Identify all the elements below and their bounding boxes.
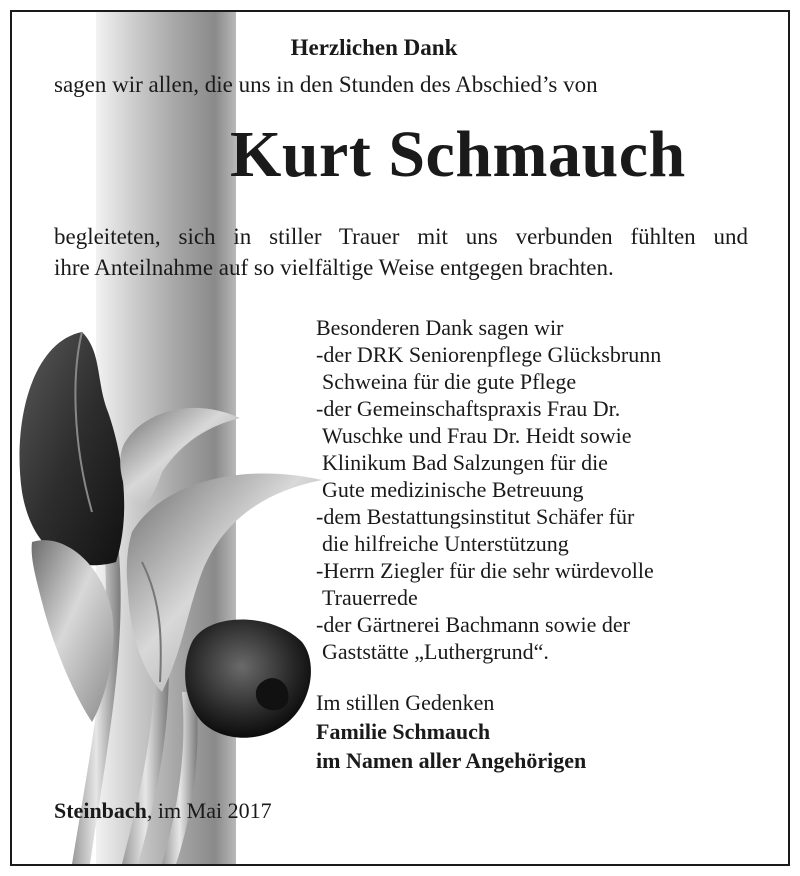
list-item: Gaststätte „Luthergrund“. [322, 639, 549, 664]
thanks-paragraph [54, 221, 748, 283]
list-item: -Herrn Ziegler für die sehr würdevolle [316, 558, 654, 583]
list-item: -der DRK Seniorenpflege Glücksbrunn [316, 342, 662, 367]
date: , im Mai 2017 [146, 798, 272, 823]
list-item: -dem Bestattungsinstitut Schäfer für [316, 504, 635, 529]
list-item: die hilfreiche Unterstützung [322, 531, 569, 556]
list-item: Trauerrede [322, 585, 418, 610]
place-date [54, 798, 272, 824]
list-item: Klinikum Bad Salzungen für die [322, 450, 608, 475]
obituary-card [10, 10, 790, 866]
special-thanks-list [316, 314, 661, 665]
family-line: Familie Schmauch [316, 719, 491, 744]
list-item: -der Gemeinschaftspraxis Frau Dr. [316, 396, 621, 421]
closing-block [316, 688, 586, 775]
deceased-name: Kurt Schmauch [230, 118, 686, 191]
list-item: -der Gärtnerei Bachmann sowie der [316, 612, 630, 637]
calla-lily-illustration [12, 312, 342, 864]
relatives-line: im Namen aller Angehörigen [316, 748, 587, 773]
heading: Herzlichen Dank [290, 35, 458, 60]
place: Steinbach [54, 798, 147, 823]
list-item: Gute medizinische Betreuung [322, 477, 584, 502]
list-item: Besonderen Dank sagen wir [316, 315, 564, 340]
paragraph-line-2: ihre Anteilnahme auf so vielfältige Weise entgegen brachten. [54, 255, 614, 280]
paragraph-line-1: begleiteten, sich in stiller Trauer mit uns verbunden fühlten und [54, 224, 748, 249]
intro-line: sagen wir allen, die uns in den Stunden des Abschied’s von [54, 72, 598, 97]
memorial-line: Im stillen Gedenken [316, 690, 495, 715]
list-item: Schweina für die gute Pflege [322, 369, 577, 394]
list-item: Wuschke und Frau Dr. Heidt sowie [322, 423, 632, 448]
